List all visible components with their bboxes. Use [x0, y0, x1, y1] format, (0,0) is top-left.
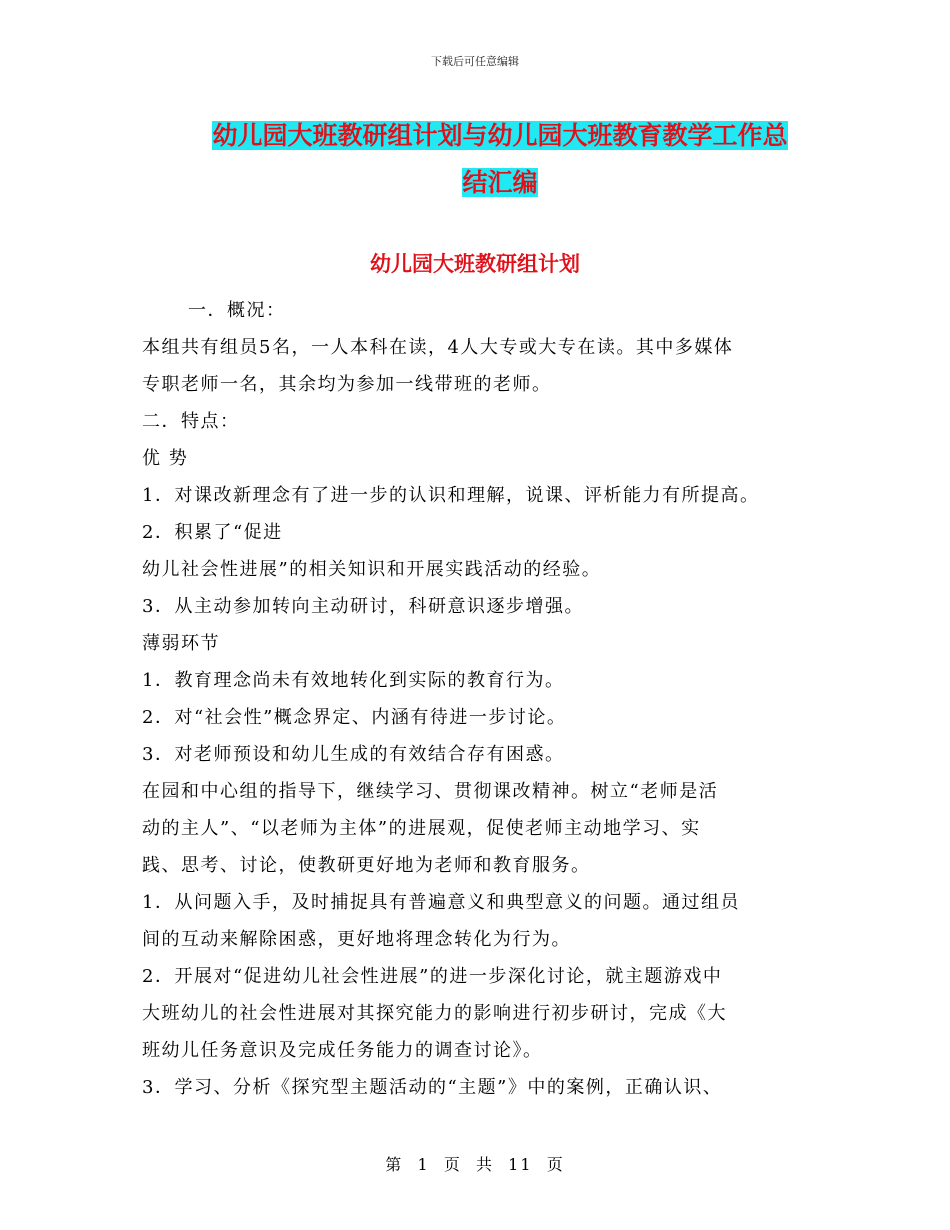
- document-body: [142, 292, 822, 1106]
- body-line: 1．对课改新理念有了进一步的认识和理解，说课、评析能力有所提高。: [142, 485, 760, 506]
- body-line: 1．从问题入手，及时捕捉具有普遍意义和典型意义的问题。通过组员: [142, 892, 740, 913]
- body-line: 3．从主动参加转向主动研讨，科研意识逐步增强。: [142, 596, 584, 617]
- body-line: 班幼儿任务意识及完成任务能力的调查讨论》。: [142, 1040, 543, 1061]
- body-line: 2．积累了“促进: [142, 522, 283, 543]
- body-line-weakness-heading: 薄弱环节: [142, 633, 220, 654]
- body-line: 在园和中心组的指导下，继续学习、贯彻课改精神。树立“老师是活: [142, 781, 719, 802]
- body-line-strengths-heading: 优 势: [142, 448, 189, 469]
- body-line: 1．教育理念尚未有效地转化到实际的教育行为。: [142, 670, 565, 691]
- body-line-overview-heading: 一．概况：: [188, 300, 286, 321]
- document-title: [150, 112, 850, 206]
- body-line: 2．开展对“促进幼儿社会性进展”的进一步深化讨论，就主题游戏中: [142, 966, 723, 987]
- body-line: 间的互动来解除困惑，更好地将理念转化为行为。: [142, 929, 571, 950]
- section-title: 幼儿园大班教研组计划: [370, 252, 580, 276]
- body-line: 践、思考、讨论，使教研更好地为老师和教育服务。: [142, 855, 591, 876]
- document-title-line-1: 幼儿园大班教研组计划与幼儿园大班教育教学工作总: [212, 121, 788, 150]
- body-line-features-heading: 二．特点：: [142, 411, 240, 432]
- document-title-line-2: 结汇编: [462, 168, 538, 197]
- body-line: 大班幼儿的社会性进展对其探究能力的影响进行初步研讨，完成《大: [142, 1003, 727, 1024]
- body-line: 3．对老师预设和幼儿生成的有效结合存有困惑。: [142, 744, 565, 765]
- body-line: 幼儿社会性进展”的相关知识和开展实践活动的经验。: [142, 559, 602, 580]
- body-line: 动的主人”、“以老师为主体”的进展观，促使老师主动地学习、实: [142, 818, 701, 839]
- body-line: 专职老师一名，其余均为参加一线带班的老师。: [142, 374, 552, 395]
- body-line: 3．学习、分析《探究型主题活动的“主题”》中的案例，正确认识、: [142, 1077, 723, 1098]
- page-number-footer: 第 1 页 共 11 页: [385, 1155, 565, 1174]
- page-header-note: 下载后可任意编辑: [431, 55, 519, 68]
- body-line: 2．对“社会性”概念界定、内涵有待进一步讨论。: [142, 707, 567, 728]
- body-line: 本组共有组员5名，一人本科在读，4人大专或大专在读。其中多媒体: [142, 337, 734, 358]
